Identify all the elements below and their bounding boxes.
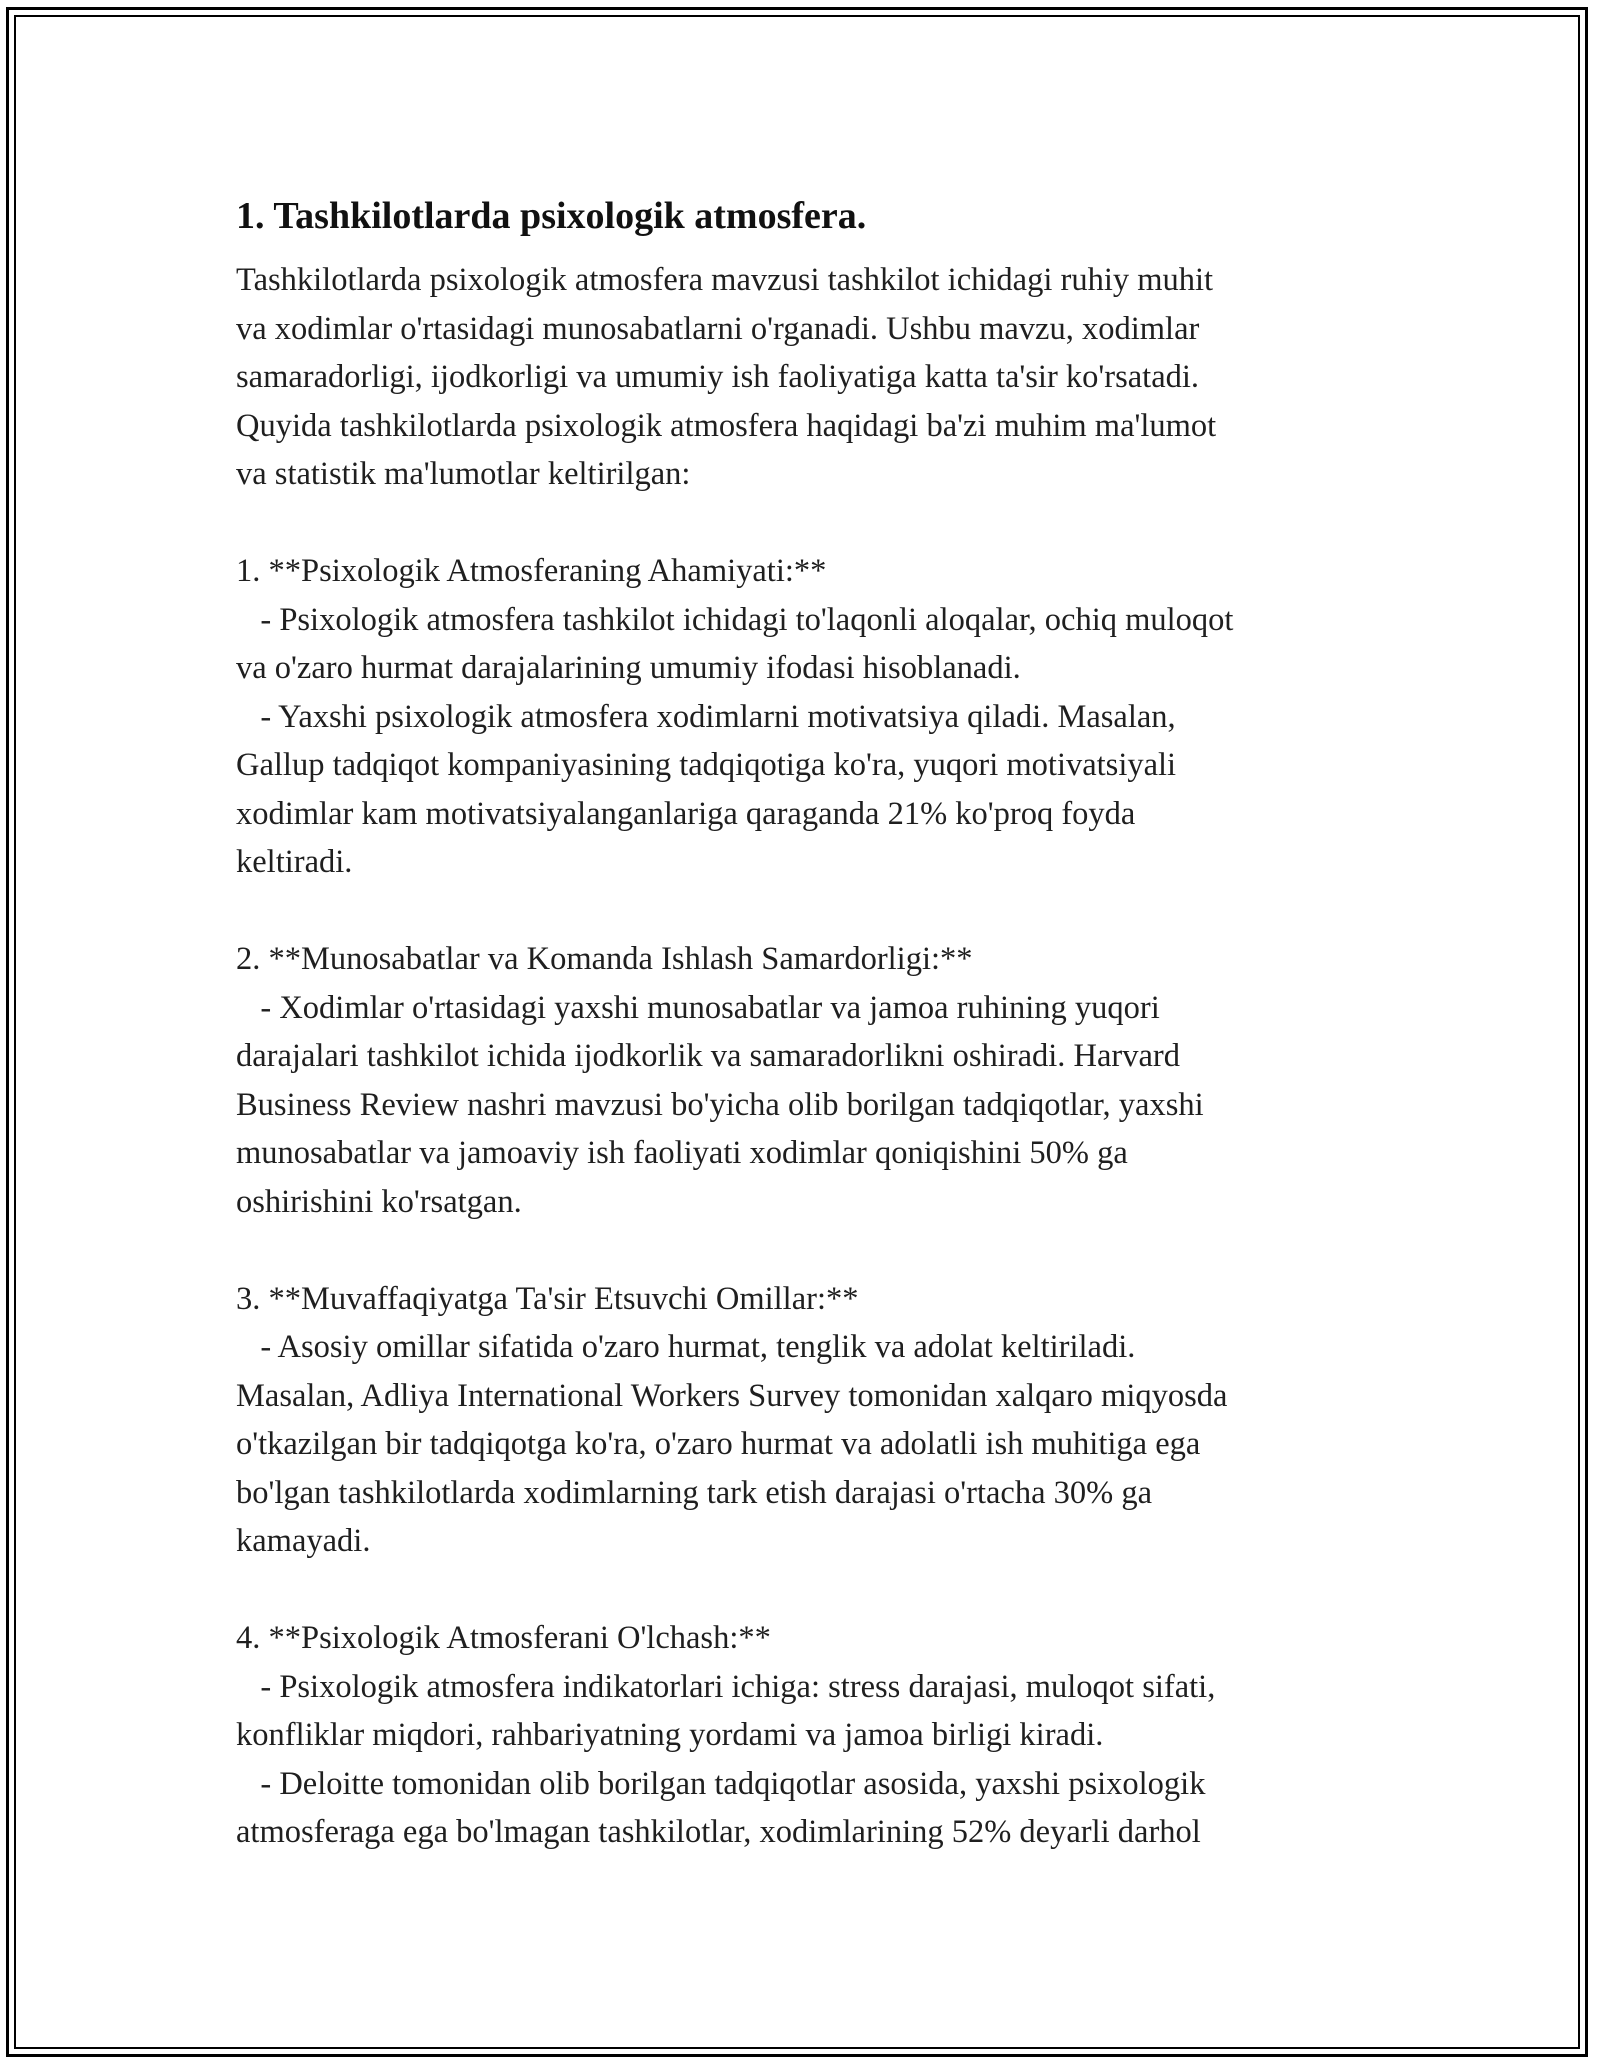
- text-line: Business Review nashri mavzusi bo'yicha olib borilgan tadqiqotlar, yaxshi: [236, 1086, 1204, 1123]
- text-line: - Psixologik atmosfera indikatorlari ichiga: stress darajasi, muloqot sifati,: [236, 1668, 1216, 1705]
- text-line: va statistik ma'lumotlar keltirilgan:: [236, 456, 691, 492]
- text-line: kamayadi.: [236, 1523, 371, 1559]
- text-line: Tashkilotlarda psixologik atmosfera mavzusi tashkilot ichidagi ruhiy muhit: [236, 262, 1214, 298]
- text-line: Quyida tashkilotlarda psixologik atmosfera haqidagi ba'zi muhim ma'lumot: [236, 407, 1217, 444]
- text-line: konfliklar miqdori, rahbariyatning yordami va jamoa birligi kiradi.: [236, 1717, 1104, 1753]
- text-line: xodimlar kam motivatsiyalanganlariga qaraganda 21% ko'proq foyda: [236, 795, 1136, 832]
- text-line: bo'lgan tashkilotlarda xodimlarning tark etish darajasi o'rtacha 30% ga: [236, 1474, 1153, 1511]
- text-line: Gallup tadqiqot kompaniyasining tadqiqotiga ko'ra, yuqori motivatsiyali: [236, 747, 1177, 783]
- text-line: - Yaxshi psixologik atmosfera xodimlarni motivatsiya qiladi. Masalan,: [236, 698, 1176, 735]
- text-line: [236, 1566, 1386, 1615]
- text-line: [236, 887, 1386, 936]
- text-line: va xodimlar o'rtasidagi munosabatlarni o'rganadi. Ushbu mavzu, xodimlar: [236, 310, 1200, 347]
- text-line: keltiradi.: [236, 844, 353, 880]
- text-line: va o'zaro hurmat darajalarining umumiy ifodasi hisoblanadi.: [236, 650, 1021, 686]
- text-line: [236, 499, 1386, 548]
- text-line: - Asosiy omillar sifatida o'zaro hurmat, tenglik va adolat keltiriladi.: [236, 1329, 1136, 1365]
- text-line: 2. **Munosabatlar va Komanda Ishlash Samardorligi:**: [236, 941, 973, 977]
- text-line: [236, 1226, 1386, 1275]
- text-line: atmosferaga ega bo'lmagan tashkilotlar, xodimlarining 52% deyarli darhol: [236, 1814, 1201, 1850]
- text-line: 3. **Muvaffaqiyatga Ta'sir Etsuvchi Omillar:**: [236, 1280, 859, 1317]
- text-line: oshirishini ko'rsatgan.: [236, 1183, 522, 1220]
- document-body: [236, 256, 1386, 1857]
- text-line: samaradorligi, ijodkorligi va umumiy ish faoliyatiga katta ta'sir ko'rsatadi.: [236, 359, 1200, 395]
- text-line: - Deloitte tomonidan olib borilgan tadqiqotlar asosida, yaxshi psixologik: [236, 1765, 1206, 1802]
- document-page: [236, 186, 1386, 1857]
- text-line: o'tkazilgan bir tadqiqotga ko'ra, o'zaro hurmat va adolatli ish muhitiga ega: [236, 1426, 1201, 1462]
- text-line: Masalan, Adliya International Workers Survey tomonidan xalqaro miqyosda: [236, 1377, 1228, 1414]
- text-line: darajalari tashkilot ichida ijodkorlik va samaradorlikni oshiradi. Harvard: [236, 1038, 1181, 1074]
- text-line: - Xodimlar o'rtasidagi yaxshi munosabatlar va jamoa ruhining yuqori: [236, 989, 1160, 1026]
- text-line: - Psixologik atmosfera tashkilot ichidagi to'laqonli aloqalar, ochiq muloqot: [236, 601, 1234, 638]
- document-title: 1. Tashkilotlarda psixologik atmosfera.: [236, 195, 867, 237]
- text-line: 4. **Psixologik Atmosferani O'lchash:**: [236, 1620, 771, 1656]
- text-line: munosabatlar va jamoaviy ish faoliyati xodimlar qoniqishini 50% ga: [236, 1135, 1128, 1171]
- text-line: 1. **Psixologik Atmosferaning Ahamiyati:**: [236, 553, 827, 589]
